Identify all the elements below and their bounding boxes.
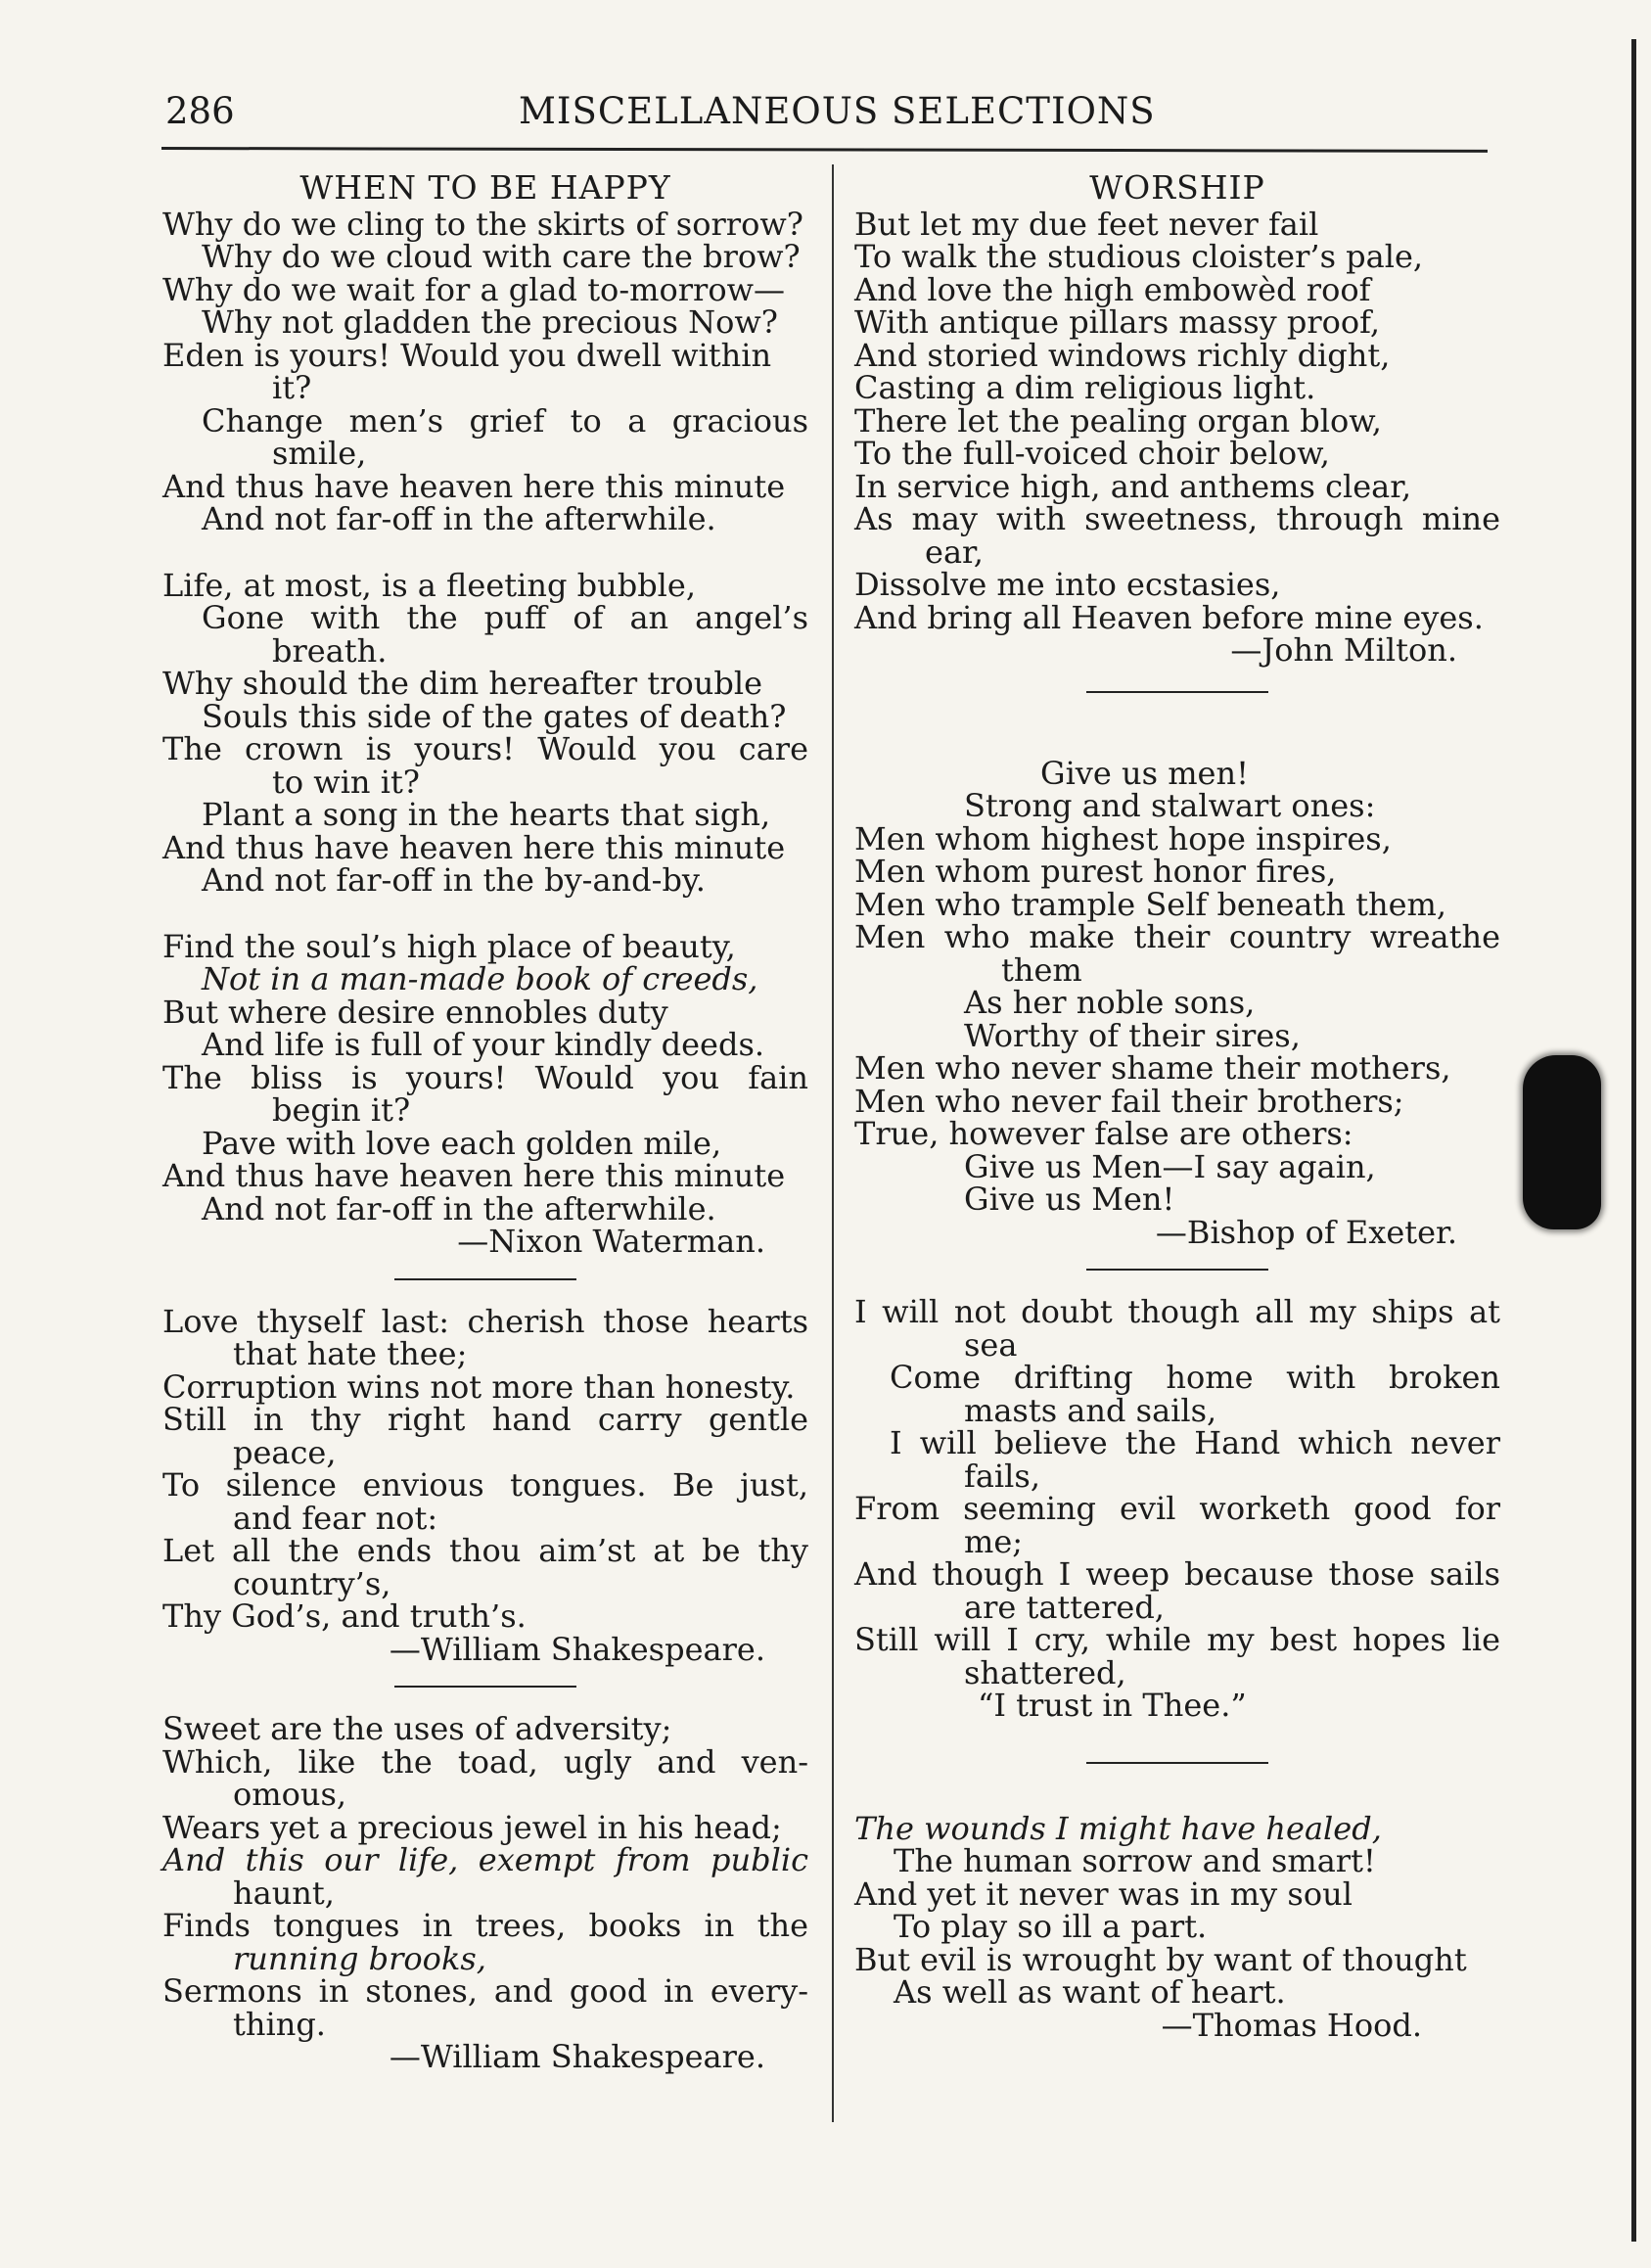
poem-line: omous, bbox=[233, 1776, 347, 1813]
section-rule bbox=[394, 1686, 576, 1688]
poem-line: Corruption wins not more than honesty. bbox=[162, 1367, 796, 1406]
poem-line: breath. bbox=[272, 631, 388, 670]
poem-line: Dissolve me into ecstasies, bbox=[854, 566, 1281, 603]
poem-line: To walk the studious cloister’s pale, bbox=[854, 238, 1424, 275]
poem-line: haunt, bbox=[233, 1874, 335, 1912]
poem-line: Men whom purest honor fires, bbox=[854, 853, 1337, 890]
poem-love-thyself-last bbox=[162, 1302, 808, 1635]
poem-line: them bbox=[1001, 950, 1082, 989]
poem-line: and fear not: bbox=[233, 1499, 438, 1537]
poem-line: But where desire ennobles duty bbox=[162, 993, 668, 1031]
poem-line: Sweet are the uses of adversity; bbox=[162, 1710, 672, 1747]
poem-line: “I trust in Thee.” bbox=[978, 1687, 1247, 1724]
poem-line: Let all the ends thou aim’st at be thy bbox=[162, 1532, 808, 1569]
poem-line: The wounds I might have healed, bbox=[854, 1809, 1382, 1847]
poem-line: thing. bbox=[233, 2005, 326, 2043]
poem-line: But let my due feet never fail bbox=[854, 205, 1319, 243]
poem-line: And thus have heaven here this minute bbox=[162, 1157, 786, 1194]
author-attribution: —John Milton. bbox=[1230, 631, 1457, 669]
poem-line: Plant a song in the hearts that sigh, bbox=[202, 796, 771, 833]
poem-line: Eden is yours! Would you dwell within bbox=[162, 336, 772, 374]
poem-line: Give us Men—I say again, bbox=[964, 1147, 1376, 1185]
poem-line: As well as want of heart. bbox=[894, 1973, 1286, 2011]
poem-line: And life is full of your kindly deeds. bbox=[202, 1026, 765, 1063]
poem-line: Men who never fail their brothers; bbox=[854, 1082, 1404, 1120]
section-rule bbox=[1086, 1269, 1268, 1271]
stanza-2 bbox=[162, 566, 808, 899]
poem-line: And thus have heaven here this minute bbox=[162, 467, 786, 505]
poem-line: As may with sweetness, through mine bbox=[854, 500, 1500, 537]
poem-line: Why not gladden the precious Now? bbox=[202, 303, 778, 341]
poem-line: that hate thee; bbox=[233, 1335, 468, 1372]
poem-sweet-are-the-uses bbox=[162, 1710, 808, 2043]
header-rule bbox=[161, 147, 1488, 153]
poem-line: To play so ill a part. bbox=[894, 1908, 1208, 1945]
poem-line: Why should the dim hereafter trouble bbox=[162, 665, 763, 702]
poem-line: smile, bbox=[272, 435, 367, 472]
author-attribution: —Nixon Waterman. bbox=[457, 1223, 765, 1260]
section-rule bbox=[1086, 691, 1268, 693]
poem-line: In service high, and anthems clear, bbox=[854, 467, 1412, 505]
author-attribution: —William Shakespeare. bbox=[389, 1630, 765, 1668]
poem-line: The bliss is yours! Would you fain bbox=[162, 1058, 808, 1096]
author-attribution: —William Shakespeare. bbox=[389, 2038, 765, 2075]
poem-line: Give us Men! bbox=[964, 1180, 1175, 1218]
poem-line: And not far-off in the afterwhile. bbox=[202, 1189, 716, 1227]
poem-line: masts and sails, bbox=[964, 1391, 1217, 1429]
poem-line: As her noble sons, bbox=[964, 984, 1256, 1021]
poem-line: begin it? bbox=[272, 1091, 411, 1129]
poem-line: Gone with the puff of an angel’s bbox=[202, 599, 808, 636]
stanza-1 bbox=[162, 205, 808, 537]
poem-line: And thus have heaven here this minute bbox=[162, 828, 786, 866]
poem-line: Casting a dim religious light. bbox=[854, 369, 1316, 406]
poem-line: Life, at most, is a fleeting bubble, bbox=[162, 566, 697, 604]
poem-the-wounds bbox=[854, 1809, 1500, 2011]
poem-line: Strong and stalwart ones: bbox=[964, 787, 1376, 824]
poem-line: Worthy of their sires, bbox=[964, 1016, 1301, 1054]
ink-blot bbox=[1523, 1055, 1601, 1229]
poem-line: Men whom highest hope inspires, bbox=[854, 819, 1392, 857]
stanza-3 bbox=[162, 927, 808, 1227]
poem-line: Wears yet a precious jewel in his head; bbox=[162, 1808, 782, 1846]
poem-line: The human sorrow and smart! bbox=[894, 1842, 1376, 1879]
section-rule bbox=[394, 1278, 576, 1280]
poem-line: Sermons in stones, and good in every- bbox=[162, 1972, 808, 2010]
poem-line: The crown is yours! Would you care bbox=[162, 730, 808, 767]
poem-line: And though I weep because those sails bbox=[854, 1555, 1500, 1593]
poem-line: And not far-off in the afterwhile. bbox=[202, 500, 716, 537]
author-attribution: —Bishop of Exeter. bbox=[1155, 1213, 1457, 1251]
poem-line: True, however false are others: bbox=[854, 1115, 1353, 1152]
section-rule bbox=[1086, 1762, 1268, 1764]
running-head: MISCELLANEOUS SELECTIONS bbox=[519, 90, 1156, 132]
poem-line: peace, bbox=[233, 1433, 337, 1471]
author-attribution: —Thomas Hood. bbox=[1161, 2006, 1422, 2044]
poem-line: Men who make their country wreathe bbox=[854, 918, 1500, 955]
page-number: 286 bbox=[165, 90, 235, 132]
left-column bbox=[162, 168, 808, 2075]
poem-line: And storied windows richly dight, bbox=[854, 336, 1391, 374]
poem-line: To the full-voiced choir below, bbox=[854, 435, 1330, 472]
poem-line: fails, bbox=[964, 1457, 1040, 1495]
poem-worship bbox=[854, 205, 1500, 636]
poem-line: Still will I cry, while my best hopes lie bbox=[854, 1621, 1500, 1658]
poem-line: Souls this side of the gates of death? bbox=[202, 697, 787, 735]
poem-line: shattered, bbox=[964, 1653, 1126, 1691]
poem-line: running brooks, bbox=[233, 1939, 486, 1977]
poem-line: There let the pealing organ blow, bbox=[854, 401, 1382, 440]
poem-line: Still in thy right hand carry gentle bbox=[162, 1401, 808, 1438]
page-edge-line bbox=[1631, 39, 1636, 2242]
poem-title-when-to-be-happy: WHEN TO BE HAPPY bbox=[299, 168, 671, 207]
poem-line: Men who trample Self beneath them, bbox=[854, 885, 1447, 923]
poem-line: Men who never shame their mothers, bbox=[854, 1049, 1451, 1087]
poem-line: it? bbox=[272, 369, 312, 406]
poem-line: sea bbox=[964, 1325, 1018, 1364]
poem-line: I will not doubt though all my ships at bbox=[854, 1293, 1500, 1330]
poem-line: Which, like the toad, ugly and ven- bbox=[162, 1742, 808, 1781]
poem-line: Not in a man-made book of creeds, bbox=[202, 960, 758, 997]
poem-line: But evil is wrought by want of thought bbox=[854, 1940, 1467, 1978]
poem-line: Thy God’s, and truth’s. bbox=[162, 1597, 527, 1635]
poem-line: And bring all Heaven before mine eyes. bbox=[854, 598, 1484, 636]
poem-line: I will believe the Hand which never bbox=[890, 1424, 1500, 1461]
poem-line: Why do we wait for a glad to-morrow— bbox=[162, 270, 785, 308]
poem-line: And this our life, exempt from public bbox=[162, 1841, 808, 1878]
poem-line: Come drifting home with broken bbox=[890, 1359, 1500, 1396]
poem-line: With antique pillars massy proof, bbox=[854, 303, 1381, 341]
poem-line: Pave with love each golden mile, bbox=[202, 1124, 722, 1162]
poem-line: And love the high embowèd roof bbox=[854, 270, 1371, 308]
poem-line: Finds tongues in trees, books in the bbox=[162, 1907, 808, 1944]
poem-line: And not far-off in the by-and-by. bbox=[202, 861, 706, 899]
poem-line: Why do we cling to the skirts of sorrow? bbox=[162, 205, 803, 243]
poem-line: are tattered, bbox=[964, 1588, 1165, 1626]
poem-line: And yet it never was in my soul bbox=[854, 1875, 1353, 1913]
poem-give-us-men bbox=[854, 754, 1500, 1218]
right-column bbox=[854, 168, 1500, 2044]
poem-line: To silence envious tongues. Be just, bbox=[162, 1466, 808, 1504]
poem-i-will-not-doubt bbox=[854, 1293, 1500, 1724]
poem-line: From seeming evil worketh good for bbox=[854, 1490, 1500, 1527]
poem-line: Change men’s grief to a gracious bbox=[202, 401, 808, 440]
poem-line: ear, bbox=[925, 532, 984, 571]
poem-line: Why do we cloud with care the brow? bbox=[202, 238, 801, 275]
column-divider bbox=[832, 164, 834, 2122]
poem-line: to win it? bbox=[272, 763, 420, 801]
poem-line: me; bbox=[964, 1522, 1024, 1560]
poem-line: Love thyself last: cherish those hearts bbox=[162, 1302, 808, 1340]
poem-line: Give us men! bbox=[1040, 754, 1249, 792]
poem-title-worship: WORSHIP bbox=[1089, 168, 1265, 207]
poem-line: country’s, bbox=[233, 1564, 391, 1602]
poem-line: Find the soul’s high place of beauty, bbox=[162, 927, 736, 965]
